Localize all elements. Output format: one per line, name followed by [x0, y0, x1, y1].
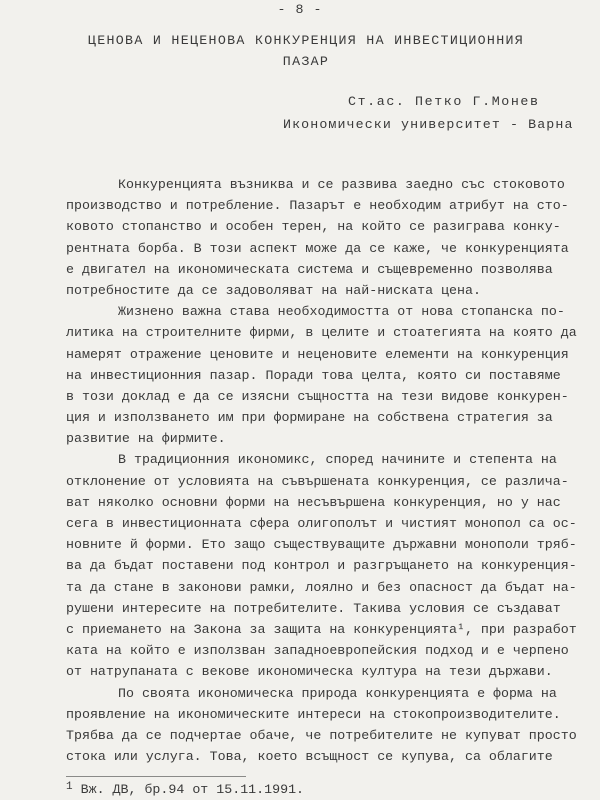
text-line: новните й форми. Ето защо съществуващите държавни монополи тряб- — [66, 537, 577, 553]
author-affiliation: Икономически университет - Варна — [283, 117, 574, 132]
footnote-divider — [66, 776, 246, 777]
text-line: Конкуренцията възниква и се развива заедно със стоковото — [118, 177, 565, 192]
text-line: от натрупаната с векове икономическа култура на тези държави. — [66, 664, 553, 680]
paper-title — [12, 30, 600, 72]
text-line: та да стане в законови рамки, лоялно и без опасност да бъдат на- — [66, 579, 577, 595]
text-line: с приемането на Закона за защита на конкуренцията¹, при разработ — [66, 621, 577, 637]
paper-title-line-2: ПАЗАР — [282, 54, 330, 69]
text-line: стока или услуга. Това, което всъщност се купува, са облагите — [66, 749, 553, 765]
author-name: Ст.ас. Петко Г.Монев — [348, 94, 540, 109]
text-line: намерят отражение ценовите и неценовите елементи на конкуренция — [66, 346, 569, 362]
text-line: По своята икономическа природа конкуренцията е форма на — [118, 685, 557, 701]
text-line: потребностите да се задоволяват на най-ниската цена. — [66, 282, 481, 298]
text-line: проявление на икономическите интереси на стокопроизводителите. — [66, 706, 561, 722]
text-line: ковото стопанство и особен терен, на който се разиграва конку- — [66, 219, 561, 235]
text-line: отклонение от условията на съвършената конкуренция, се различа- — [66, 473, 569, 489]
text-line: Жизнено важна става необходимостта от нова стопанска по- — [118, 304, 565, 320]
footnote-text: Вж. ДВ, бр.94 от 15.11.1991. — [80, 782, 305, 797]
text-line: е двигател на икономическата система и същевременно позволява — [66, 261, 553, 277]
text-line: ката на който е използван западноевропейския подход и е черпено — [66, 643, 569, 659]
body-text — [66, 174, 596, 767]
text-line: ват няколко основни форми на несъвършена конкуренция, но у нас — [66, 494, 561, 510]
footnote — [66, 782, 304, 799]
page-number: - 8 - — [277, 2, 323, 17]
text-line: ция и използването им при формиране на собствена стратегия за — [66, 410, 553, 426]
text-line: производство и потребление. Пазарът е необходим атрибут на сто- — [66, 198, 569, 214]
text-line: В традиционния икономикс, според начините и степента на — [118, 452, 557, 468]
text-line: ва да бъдат поставени под контрол и разгръщането на конкуренция- — [66, 558, 577, 574]
footnote-mark: 1 — [66, 781, 73, 793]
text-line: литика на строителните фирми, в целите и стоатегията на която да — [66, 325, 577, 341]
text-line: сега в инвестиционната сфера олигополът и чистият монопол са ос- — [66, 516, 577, 531]
text-line: Трябва да се подчертае обаче, че потребителите не купуват просто — [66, 727, 577, 743]
text-line: развитие на фирмите. — [66, 431, 226, 447]
text-line: рушени интересите на потребителите. Такива условия се създават — [66, 600, 561, 616]
text-line: рентната борба. В този аспект може да се каже, че конкуренцията — [66, 240, 569, 256]
text-line: в този доклад е да се изясни същността на тези видове конкурен- — [66, 388, 569, 404]
paper-title-line-1: ЦЕНОВА И НЕЦЕНОВА КОНКУРЕНЦИЯ НА ИНВЕСТИЦИОННИЯ — [87, 33, 525, 48]
text-line: на инвестиционния пазар. Поради това целта, която си поставяме — [66, 367, 561, 383]
